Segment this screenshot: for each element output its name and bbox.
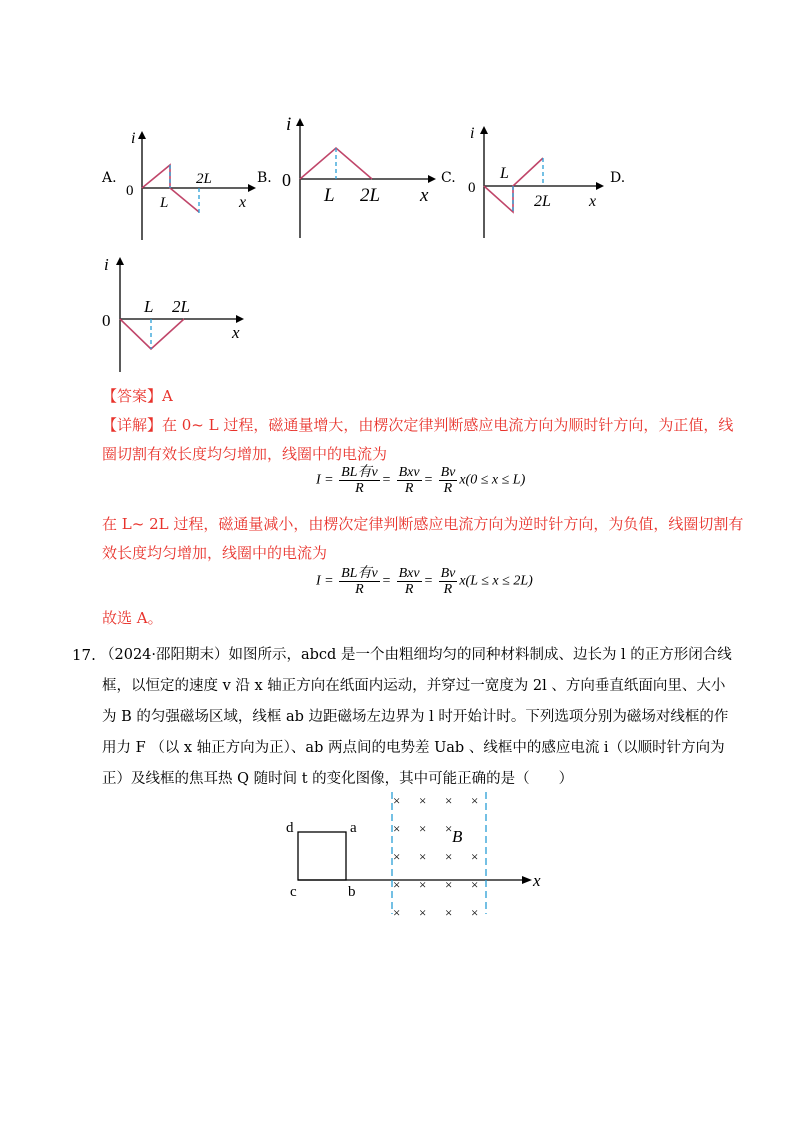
axis-i-label: i: [104, 255, 109, 274]
field-B-label: B: [452, 827, 463, 846]
field-cross: ×: [419, 849, 427, 864]
frac-num: Bxv: [398, 465, 420, 480]
question-line-5: 正）及线框的焦耳热 Q 随时间 t 的变化图像，其中可能正确的是（ ）: [102, 771, 574, 787]
field-cross: ×: [393, 793, 401, 808]
frac-den: R: [355, 481, 364, 496]
frac-den: R: [404, 481, 414, 496]
equation-1: I = $\frac{\text{BL有v}}{R}$ = $\frac{\text{Bxv}}{R}$ = $\frac{Bv}{R}$ x(0 ≤ x ≤ L): [316, 465, 526, 496]
field-cross: ×: [471, 793, 479, 808]
tick-2L-label: 2L: [534, 193, 551, 210]
tick-2L-label: 2L: [196, 171, 212, 187]
question-number: 17.: [72, 646, 96, 664]
option-c-label: C.: [441, 170, 456, 186]
frac-den: R: [404, 582, 414, 597]
tick-L-label: L: [144, 297, 154, 316]
field-cross: ×: [393, 849, 401, 864]
origin-label: 0: [126, 183, 134, 199]
field-cross: ×: [445, 821, 453, 836]
corner-d: d: [286, 820, 294, 836]
frac-num: Bxv: [398, 566, 420, 581]
axis-x-label: x: [239, 194, 247, 211]
corner-b: b: [348, 884, 356, 900]
field-cross: ×: [445, 849, 453, 864]
frac-den: R: [443, 481, 453, 496]
tick-2L-label: 2L: [360, 185, 381, 206]
option-d-label: D.: [610, 170, 626, 186]
field-cross: ×: [445, 877, 453, 892]
eq-tail: x(0 ≤ x ≤ L): [459, 472, 526, 488]
equation-2: I = $\frac{\text{BL有v}}{R}$ = $\frac{\text{Bxv}}{R}$ = $\frac{Bv}{R}$ x(L ≤ x ≤ 2L): [316, 566, 533, 597]
detail-line-3: 在 L~ 2L 过程，磁通量减小，由楞次定律判断感应电流方向为逆时针方向，为负值，线圈切割有: [102, 515, 744, 533]
frac-num: BL有v: [341, 465, 378, 480]
eq-lhs: I =: [316, 472, 334, 488]
answer-line: 【答案】A: [102, 387, 173, 405]
field-cross: ×: [445, 905, 453, 920]
origin-label: 0: [102, 311, 111, 330]
axis-i-label: i: [131, 130, 136, 147]
field-cross: ×: [393, 821, 401, 836]
axis-i-label: i: [470, 125, 475, 142]
option-a-label: A.: [102, 170, 117, 186]
detail-line-1: 【详解】在 0~ L 过程，磁通量增大，由楞次定律判断感应电流方向为顺时针方向，为正值，线: [102, 416, 734, 434]
origin-label: 0: [282, 170, 291, 190]
frac-den: R: [355, 582, 364, 597]
axis-x-label: x: [589, 193, 597, 210]
field-cross: ×: [445, 793, 453, 808]
conclusion-line: 故选 A。: [102, 609, 163, 627]
figure-x-label: x: [533, 871, 541, 890]
option-b-label: B.: [257, 170, 272, 186]
field-cross: ×: [419, 905, 427, 920]
field-cross: ×: [419, 877, 427, 892]
axis-i-label: i: [286, 114, 292, 135]
tick-L-label: L: [500, 165, 509, 182]
frac-num: Bv: [440, 566, 456, 581]
field-cross: ×: [393, 905, 401, 920]
question-line-2: 框，以恒定的速度 v 沿 x 轴正方向在纸面内运动，并穿过一宽度为 2l 、方向垂直纸面向里、大小: [102, 678, 726, 694]
frac-num: BL有v: [341, 566, 378, 581]
eq-lhs: I =: [316, 573, 334, 589]
tick-2L-label: 2L: [172, 297, 190, 316]
field-crosses: [393, 793, 478, 920]
option-b-graph: [274, 112, 444, 242]
frac-den: R: [443, 582, 453, 597]
field-cross: ×: [419, 793, 427, 808]
field-cross: ×: [471, 849, 479, 864]
option-a-graph: [120, 125, 260, 245]
loop-field-figure: [280, 788, 550, 928]
option-c-graph: [462, 122, 612, 242]
option-d-graph: [98, 252, 258, 376]
axis-x-label: x: [420, 185, 429, 206]
field-cross: ×: [393, 877, 401, 892]
tick-L-label: L: [324, 185, 335, 206]
square-loop: [298, 832, 346, 880]
field-cross: ×: [471, 905, 479, 920]
detail-line-4: 效长度均匀增加，线圈中的电流为: [102, 544, 328, 562]
question-line-3: 为 B 的匀强磁场区域，线框 ab 边距磁场左边界为 l 时开始计时。下列选项分别为磁场对线框的作: [102, 709, 729, 725]
tick-L-label: L: [160, 195, 169, 211]
question-line-1: （2024·邵阳期末）如图所示，abcd 是一个由粗细均匀的同种材料制成、边长为 l 的正方形闭合线: [100, 647, 732, 663]
frac-num: Bv: [440, 465, 456, 480]
origin-label: 0: [468, 180, 476, 196]
eq-tail: x(L ≤ x ≤ 2L): [459, 573, 533, 589]
field-cross: ×: [471, 877, 479, 892]
detail-line-2: 圈切割有效长度均匀增加，线圈中的电流为: [102, 445, 388, 463]
question-line-4: 用力 F （以 x 轴正方向为正）、ab 两点间的电势差 Uab 、线框中的感应电流 i（以顺时针方向为: [102, 740, 725, 756]
corner-c: c: [290, 884, 297, 900]
axis-x-label: x: [232, 323, 240, 342]
corner-a: a: [350, 820, 357, 836]
field-cross: ×: [419, 821, 427, 836]
